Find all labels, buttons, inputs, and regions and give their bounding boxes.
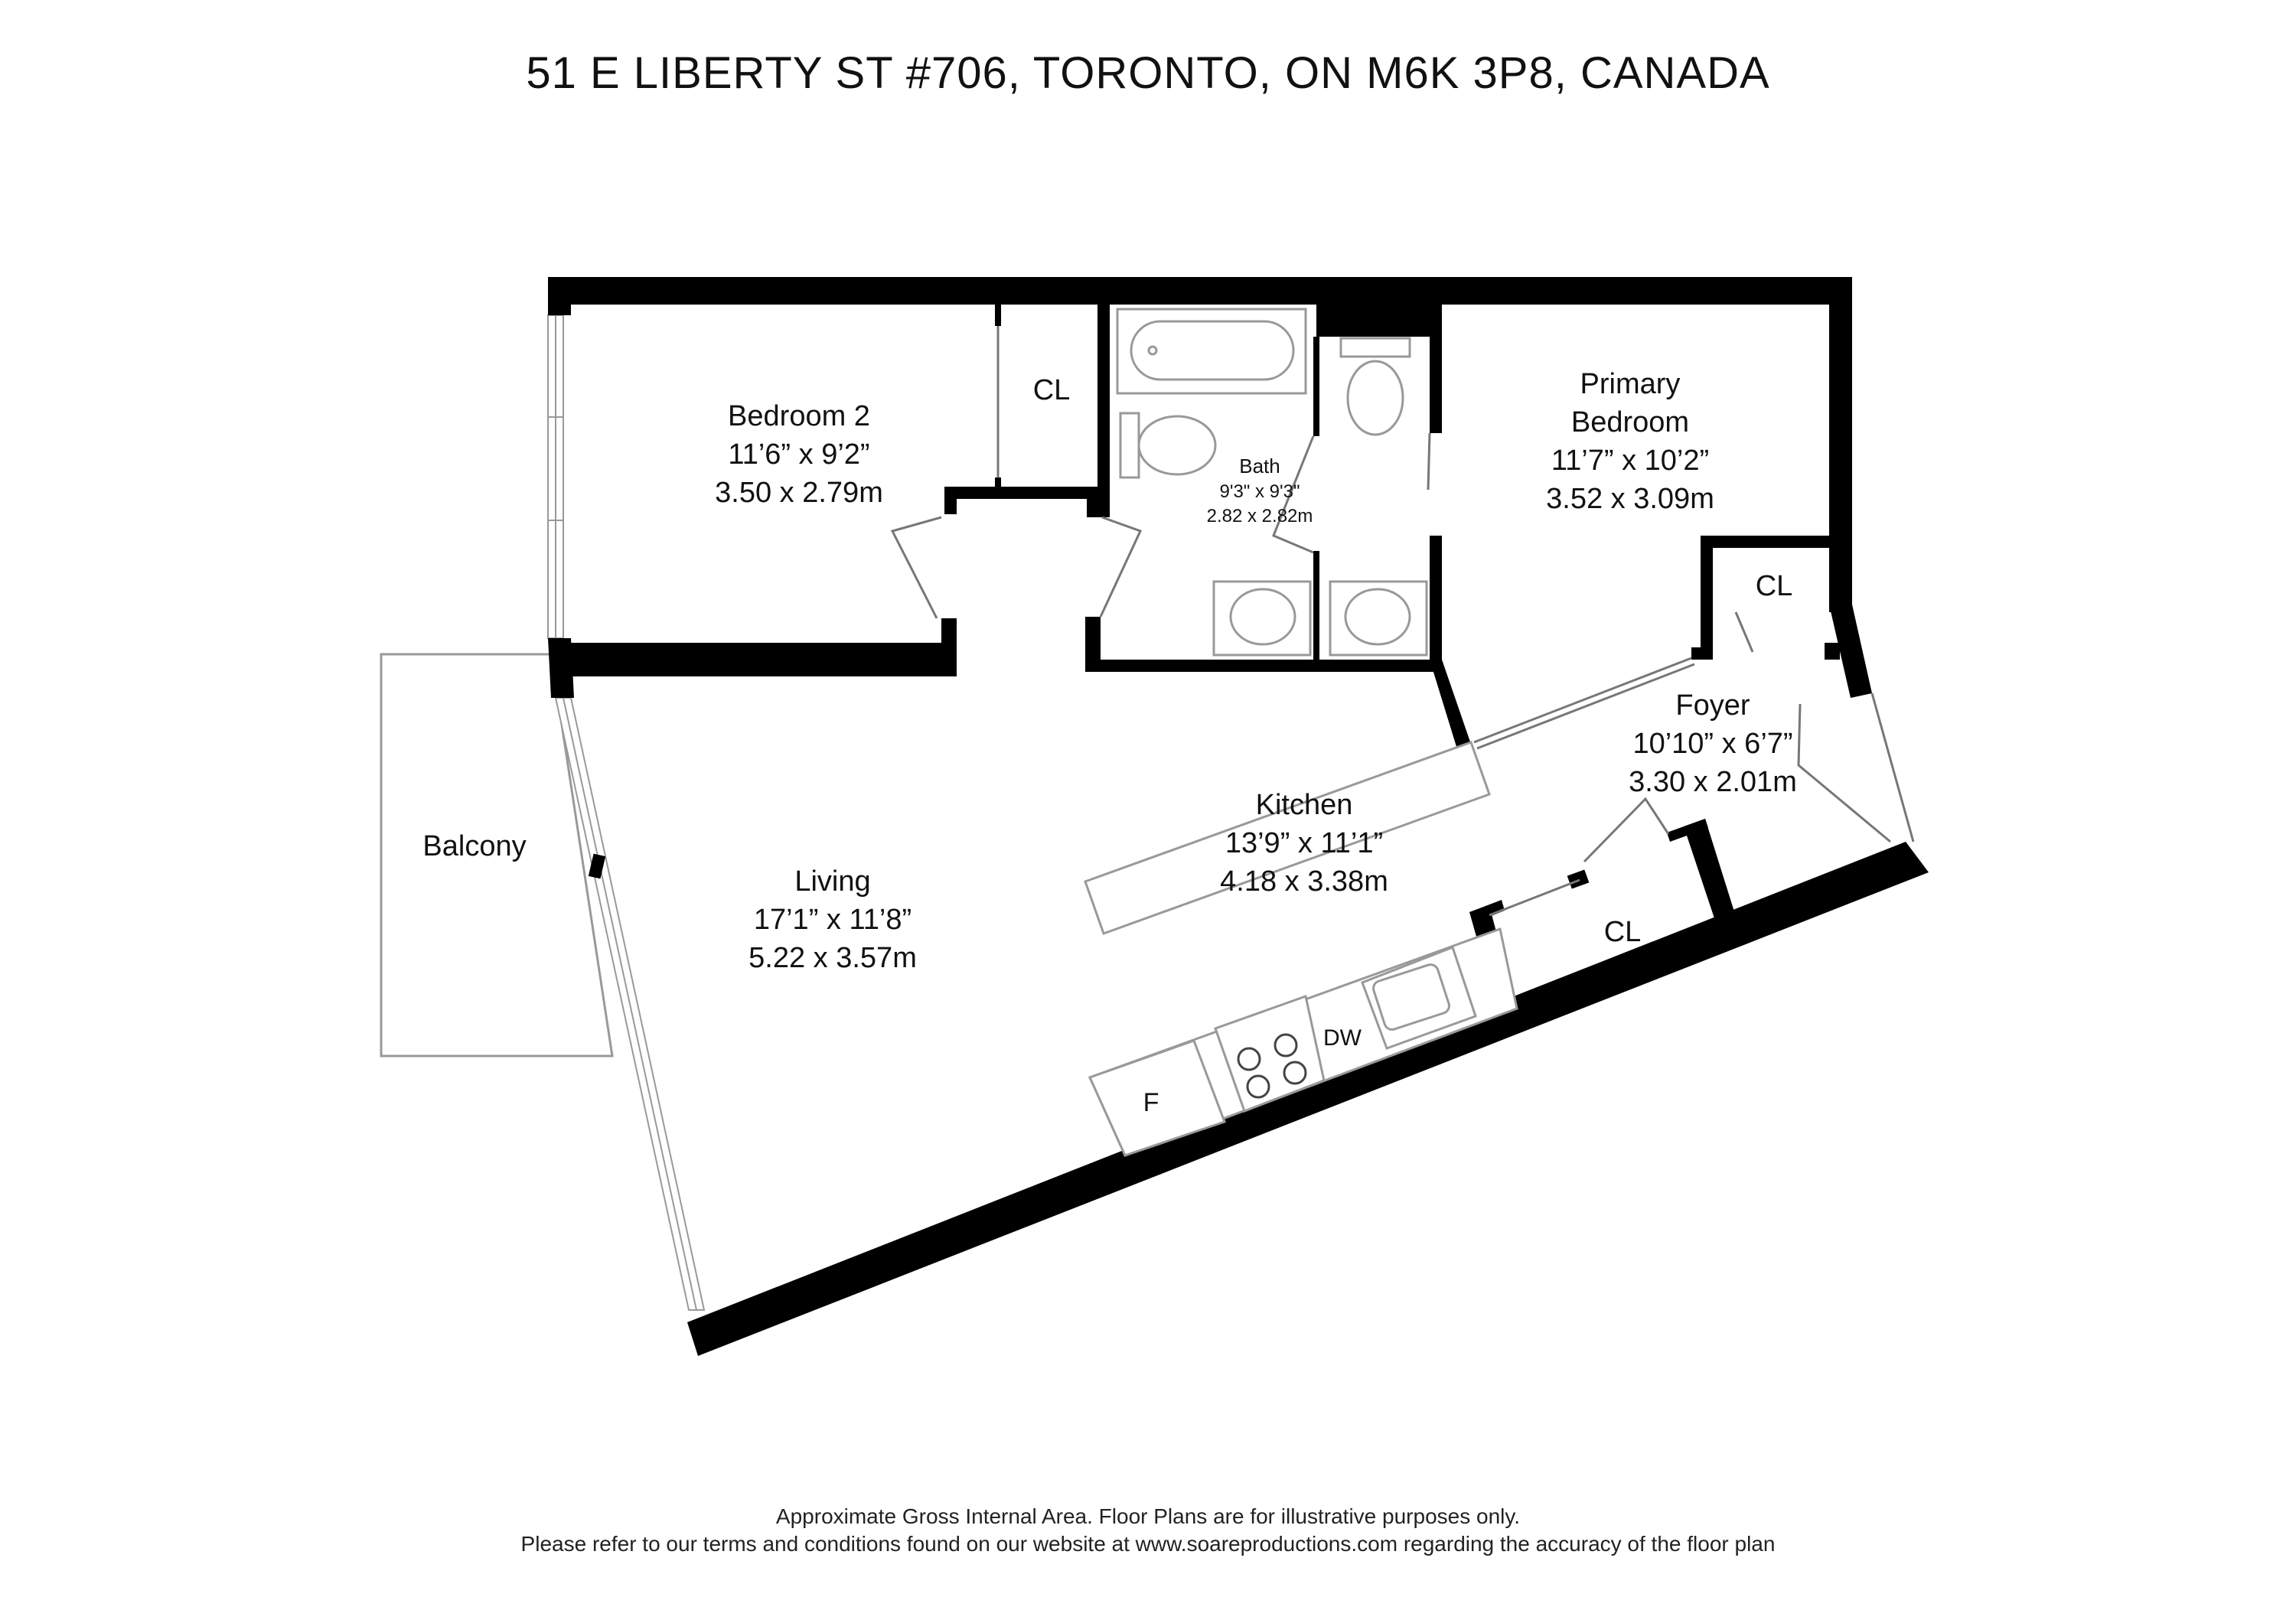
svg-text:CL (1756, 570, 1793, 602)
burner (1275, 1035, 1296, 1056)
wall-primary-closet-bottom-stub (1691, 647, 1713, 660)
svg-text:11’7” x 10’2” (1551, 445, 1709, 477)
wall-closet2-left-stub-bottom (995, 477, 1001, 499)
wall-right (1829, 277, 1852, 612)
svg-text:CL (1033, 374, 1071, 406)
svg-text:CL (1604, 916, 1642, 948)
wall-closet2-bottom-stub (944, 487, 957, 514)
bedroom2-imperial: 11’6” x 9’2” (728, 438, 870, 471)
svg-text:3.50 x 2.79m (715, 477, 883, 509)
wall-foyer-closet-right (1684, 819, 1737, 927)
bedroom2-closet-label: CL (1032, 374, 1071, 406)
bath-door (1101, 517, 1140, 617)
foyer-closet-label: CL (1603, 916, 1642, 948)
kitchen-name: Kitchen (1255, 789, 1353, 821)
primary-name-line2: Bedroom (1570, 406, 1690, 438)
bath-imperial: 9'3" x 9'3" (1219, 481, 1300, 502)
wc-vanity-sink (1345, 589, 1410, 644)
svg-text:Bath (1239, 455, 1280, 477)
foyer-metric: 3.30 x 2.01m (1629, 766, 1797, 798)
wc-right-door (1428, 433, 1430, 490)
wall-left-stub (548, 638, 574, 698)
svg-text:5.22 x 3.57m (748, 942, 917, 974)
wc-toilet-bowl (1348, 361, 1403, 435)
svg-text:9'3" x 9'3" (1220, 481, 1300, 502)
bedroom2-name: Bedroom 2 (728, 400, 870, 432)
wall-wc-right (1430, 305, 1442, 433)
foyer-imperial: 10’10” x 6’7” (1632, 728, 1793, 760)
wall-bedroom2-bottom (571, 643, 957, 676)
primary-imperial: 11’7” x 10’2” (1551, 445, 1710, 477)
burner (1284, 1062, 1306, 1084)
bedroom2-window (548, 315, 563, 638)
svg-text:11’6” x 9’2” (728, 438, 869, 471)
burner (1247, 1076, 1269, 1097)
bath-metric: 2.82 x 2.82m (1206, 506, 1313, 526)
wall-bedroom2-door-jamb (941, 618, 957, 649)
wall-wc-left (1313, 337, 1319, 436)
dishwasher-label: DW (1323, 1025, 1362, 1051)
svg-text:F (1143, 1088, 1159, 1117)
primary-closet-label: CL (1755, 570, 1793, 602)
foyer-name: Foyer (1675, 689, 1750, 722)
primary-name-line1: Primary (1580, 368, 1681, 400)
burner (1238, 1048, 1260, 1070)
svg-text:17’1” x 11’8” (754, 904, 912, 936)
svg-text:Kitchen (1256, 789, 1353, 821)
svg-text:2.82 x 2.82m (1207, 506, 1313, 526)
toilet-bowl (1139, 416, 1215, 474)
wall-primary-closet-right-stub (1825, 643, 1840, 660)
foyer-closet-slider (1489, 880, 1580, 915)
page-title: 51 E LIBERTY ST #706, TORONTO, ON M6K 3P8, CANADA (526, 48, 1770, 98)
bath-name: Bath (1239, 455, 1280, 477)
wall-wc-right-lower (1430, 536, 1442, 672)
shaft (1316, 305, 1439, 337)
wall-closet2-left-stub-top (995, 305, 1001, 326)
svg-text:10’10” x 6’7” (1632, 728, 1792, 760)
svg-text:Primary (1580, 368, 1681, 400)
svg-text:Balcony (422, 830, 526, 862)
svg-text:Bedroom (1571, 406, 1689, 438)
footer-disclaimer: Approximate Gross Internal Area. Floor Plans are for illustrative purposes only. (775, 1504, 1521, 1528)
bathtub-drain (1149, 347, 1156, 354)
kitchen-imperial: 13’9” x 11’1” (1225, 827, 1384, 859)
svg-text:3.52 x 3.09m (1546, 483, 1714, 515)
svg-text:Bedroom 2 (728, 400, 870, 432)
living-metric: 5.22 x 3.57m (748, 942, 917, 974)
svg-text:13’9” x 11’1” (1225, 827, 1383, 859)
bedroom2-door (892, 517, 941, 618)
toilet-tank (1120, 413, 1139, 477)
wall-wc-left-lower (1313, 551, 1319, 660)
wall-closet2-right (1097, 305, 1110, 493)
living-name: Living (794, 865, 871, 898)
living-imperial: 17’1” x 11’8” (753, 904, 912, 936)
svg-text:DW (1323, 1025, 1362, 1051)
balcony-name: Balcony (422, 830, 527, 862)
vanity-sink (1231, 589, 1295, 644)
footer-terms: Please refer to our terms and conditions found on our website at www.soareproductions.com regarding the accuracy of the floor plan (520, 1532, 1776, 1556)
wall-bath-bottom (1085, 660, 1439, 672)
wall-foyer-closet-door-stub (1567, 869, 1590, 888)
foyer-window (1872, 693, 1913, 842)
foyer-closet-door (1584, 799, 1668, 862)
svg-text:3.30 x 2.01m (1629, 766, 1797, 798)
foyer-door (1799, 704, 1890, 842)
primary-closet-door (1736, 612, 1753, 652)
wall-bath-door-jamb (1087, 499, 1110, 517)
bedroom2-metric: 3.50 x 2.79m (715, 477, 883, 509)
svg-text:Living (794, 865, 870, 898)
wall-closet2-bottom (944, 487, 1110, 499)
wall-primary-closet-top (1701, 536, 1837, 548)
svg-text:Foyer (1675, 689, 1750, 722)
svg-text:4.18 x 3.38m (1220, 865, 1388, 898)
wc-toilet-tank (1341, 338, 1410, 357)
wall-primary-closet-left (1701, 536, 1713, 660)
kitchen-metric: 4.18 x 3.38m (1220, 865, 1388, 898)
fridge-label: F (1143, 1088, 1159, 1117)
primary-metric: 3.52 x 3.09m (1546, 483, 1714, 515)
